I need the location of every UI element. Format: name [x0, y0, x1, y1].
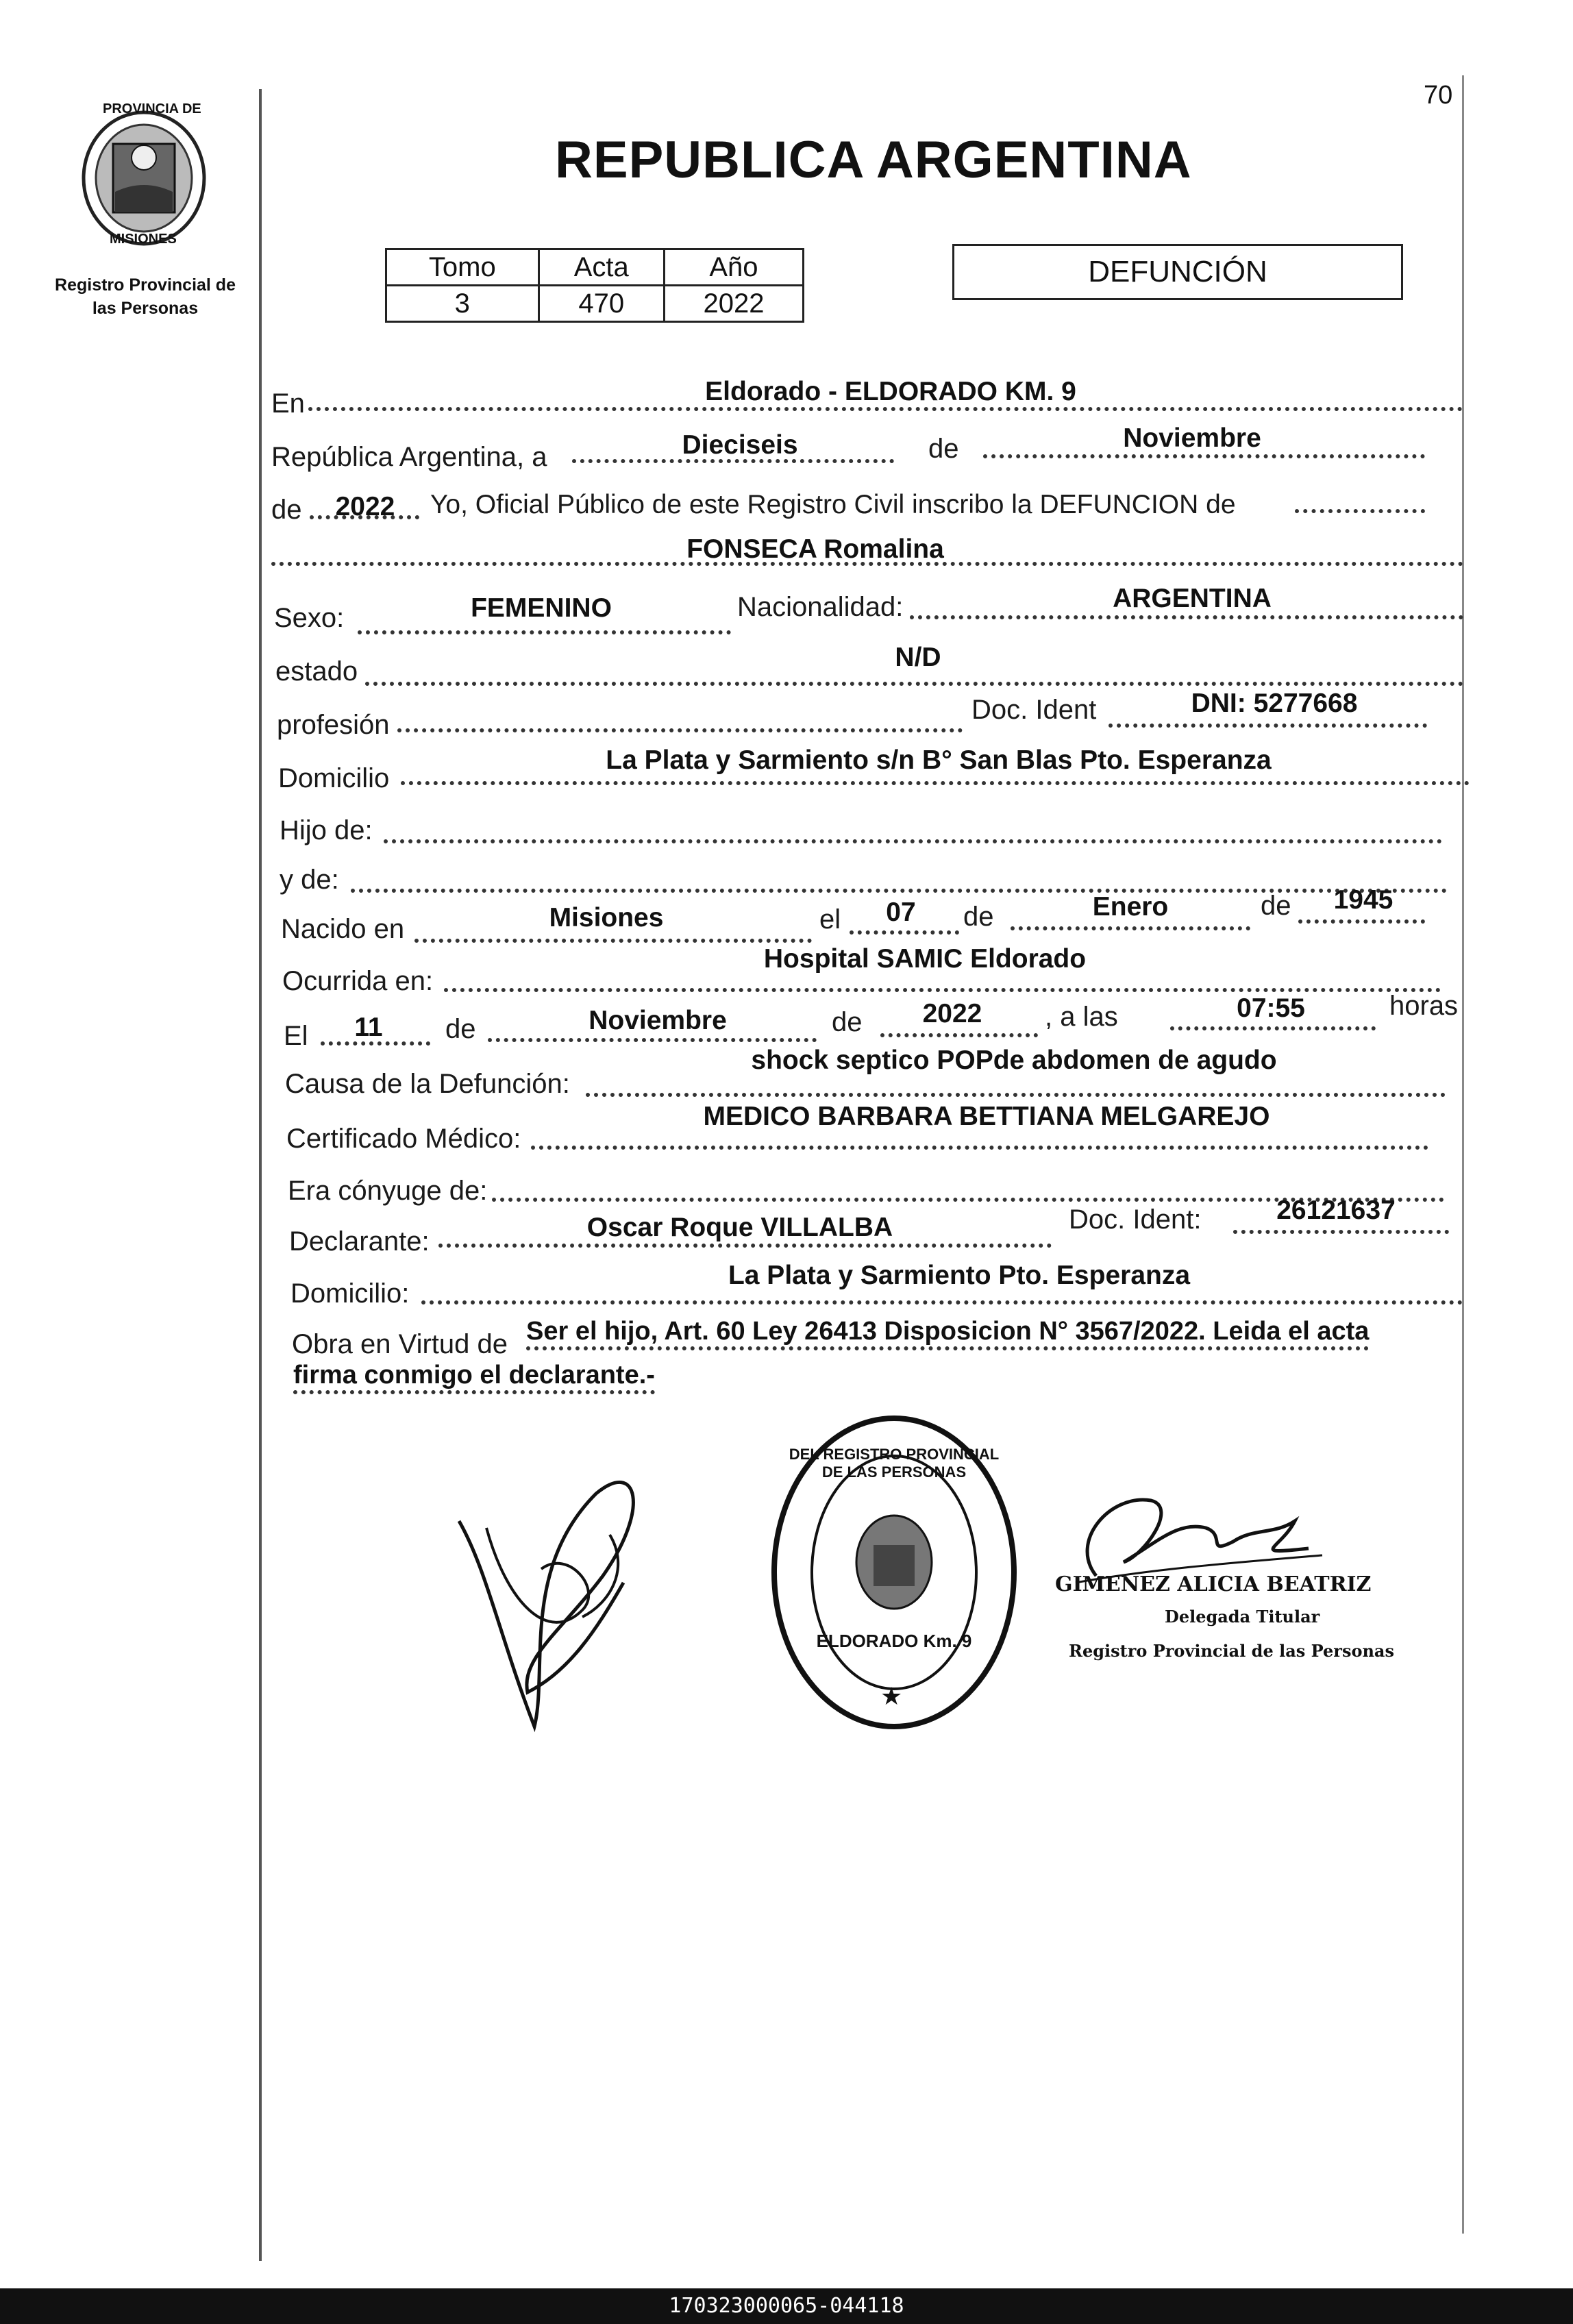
obra-label: Obra en Virtud de	[292, 1329, 508, 1359]
declarant-signature	[445, 1466, 665, 1740]
table-header-anio: Año	[664, 249, 803, 286]
nacido-dotline	[414, 939, 812, 943]
yde-label: y de:	[280, 865, 339, 895]
stamp-office-text: ELDORADO Km. 9	[816, 1631, 972, 1651]
registry-name-line1: Registro Provincial de	[55, 275, 236, 295]
causa-label: Causa de la Defunción:	[285, 1069, 570, 1099]
death-year-dotline	[880, 1033, 1038, 1037]
obra-value-line2: firma conmigo el declarante.-	[293, 1361, 655, 1394]
domicilio-value: La Plata y Sarmiento s/n B° San Blas Pto. Esperanza	[606, 745, 1272, 775]
de-label-1: de	[928, 434, 959, 464]
declarante-label: Declarante:	[289, 1226, 430, 1257]
day-value: Dieciseis	[682, 430, 798, 460]
dec-domicilio-label: Domicilio:	[290, 1278, 410, 1309]
oficial-dotline	[1295, 509, 1425, 513]
hijo-dotline	[384, 839, 1442, 843]
doc-ident-value: DNI: 5277668	[1191, 689, 1358, 718]
birth-month-value: Enero	[1092, 892, 1169, 922]
certificado-label: Certificado Médico:	[286, 1124, 521, 1154]
doc-type-box: DEFUNCIÓN	[952, 244, 1403, 300]
oficial-text: Yo, Oficial Público de este Registro Civil inscribo la DEFUNCION de	[430, 490, 1236, 519]
nacido-label: Nacido en	[281, 914, 405, 944]
sexo-label: Sexo:	[274, 603, 345, 633]
nacionalidad-dotline	[910, 615, 1463, 619]
en-dotline	[308, 407, 1463, 411]
estado-value: N/D	[895, 643, 941, 672]
table-value-acta: 470	[538, 286, 664, 322]
alas-label: , a las	[1045, 1002, 1118, 1032]
month-dotline	[983, 454, 1425, 458]
death-month-dotline	[488, 1038, 817, 1042]
left-border-line	[259, 89, 262, 2261]
seal-text-top: PROVINCIA DE	[103, 101, 201, 116]
birth-day-dotline	[850, 930, 959, 935]
doc-ident-dotline	[1108, 724, 1427, 728]
en-label: En	[271, 388, 305, 419]
de-label-6: de	[832, 1007, 863, 1037]
place-value: Eldorado - ELDORADO KM. 9	[705, 377, 1076, 406]
profesion-label: profesión	[277, 710, 390, 740]
ocurrida-dotline	[444, 988, 1441, 992]
month-value: Noviembre	[1123, 423, 1261, 453]
province-seal-logo	[75, 103, 212, 247]
obra-value-line1: Ser el hijo, Art. 60 Ley 26413 Disposicion N° 3567/2022. Leida el acta	[526, 1317, 1369, 1350]
domicilio-label: Domicilio	[278, 763, 390, 793]
right-margin-line	[1462, 75, 1464, 2234]
document-barcode-id: 170323000065-044118	[0, 2288, 1573, 2324]
ocurrida-value: Hospital SAMIC Eldorado	[763, 944, 1087, 974]
registry-name-line2: las Personas	[92, 299, 199, 318]
table-header-tomo: Tomo	[386, 249, 539, 286]
official-name: GIMENEZ ALICIA BEATRIZ	[1055, 1572, 1372, 1596]
stamp-ring-text: DEL REGISTRO PROVINCIAL DE LAS PERSONAS	[789, 1446, 1000, 1481]
dec-domicilio-dotline	[421, 1300, 1463, 1305]
causa-value: shock septico POPde abdomen de agudo	[751, 1046, 1277, 1075]
dec-doc-label: Doc. Ident:	[1069, 1204, 1202, 1235]
ocurrida-label: Ocurrida en:	[282, 966, 434, 996]
page-title: REPUBLICA ARGENTINA	[555, 131, 1192, 189]
de-label-3: de	[963, 902, 994, 932]
de-label-2: de	[271, 495, 302, 525]
death-year-value: 2022	[922, 999, 982, 1028]
seal-text-bottom: MISIONES	[110, 232, 177, 247]
el-label: el	[819, 904, 841, 935]
death-month-value: Noviembre	[589, 1006, 727, 1035]
declarante-dotline	[438, 1244, 1052, 1248]
certificado-dotline	[531, 1146, 1428, 1150]
stamp-star: ★	[880, 1682, 903, 1710]
birth-year-dotline	[1298, 919, 1425, 924]
horas-label: horas	[1389, 991, 1459, 1021]
certificado-value: MEDICO BARBARA BETTIANA MELGAREJO	[703, 1102, 1270, 1131]
table-value-tomo: 3	[386, 286, 539, 322]
page-number: 70	[1424, 81, 1453, 110]
declarante-value: Oscar Roque VILLALBA	[586, 1213, 893, 1242]
official-office: Registro Provincial de las Personas	[1069, 1641, 1394, 1661]
birth-year-value: 1945	[1333, 885, 1394, 915]
record-table	[385, 248, 804, 323]
el2-label: El	[284, 1021, 308, 1051]
profesion-dotline	[397, 728, 963, 732]
causa-dotline	[586, 1093, 1446, 1097]
estado-dotline	[365, 682, 1463, 686]
de-label-4: de	[1261, 891, 1291, 921]
death-hour-value: 07:55	[1237, 993, 1305, 1023]
sexo-dotline	[358, 630, 731, 634]
estado-label: estado	[275, 656, 358, 687]
death-hour-dotline	[1170, 1026, 1376, 1030]
birth-day-value: 07	[886, 898, 916, 927]
dec-domicilio-value: La Plata y Sarmiento Pto. Esperanza	[728, 1261, 1191, 1290]
dec-doc-dotline	[1233, 1230, 1449, 1234]
domicilio-dotline	[401, 781, 1470, 785]
nacionalidad-label: Nacionalidad:	[737, 592, 904, 622]
nacionalidad-value: ARGENTINA	[1113, 584, 1272, 613]
hijo-label: Hijo de:	[280, 815, 373, 845]
doc-ident-label: Doc. Ident	[971, 695, 1097, 725]
table-value-anio: 2022	[664, 286, 803, 322]
official-role: Delegada Titular	[1165, 1607, 1320, 1627]
republica-label: República Argentina, a	[271, 442, 547, 472]
deceased-name: FONSECA Romalina	[686, 534, 944, 564]
birthplace-value: Misiones	[549, 903, 664, 932]
de-label-5: de	[445, 1014, 476, 1044]
table-header-acta: Acta	[538, 249, 664, 286]
death-day-value: 11	[354, 1013, 383, 1042]
conyuge-label: Era cónyuge de:	[288, 1176, 488, 1206]
dec-doc-value: 26121637	[1276, 1196, 1396, 1225]
birth-month-dotline	[1011, 926, 1250, 930]
sexo-value: FEMENINO	[471, 593, 612, 623]
year-value: 2022	[335, 492, 395, 521]
